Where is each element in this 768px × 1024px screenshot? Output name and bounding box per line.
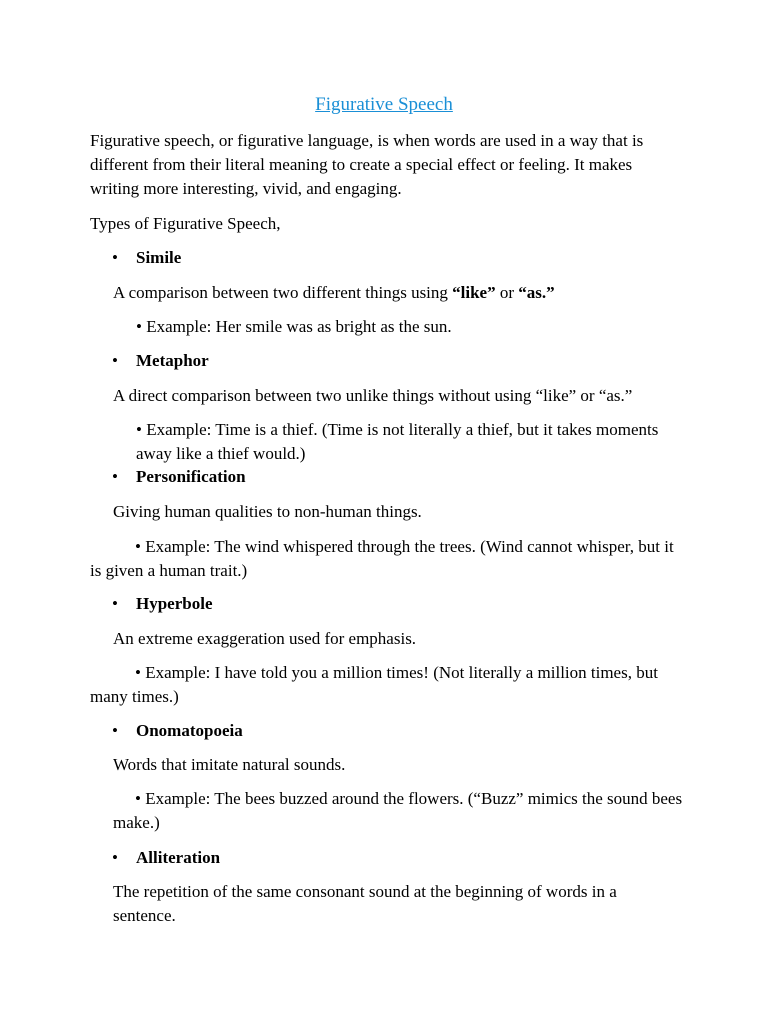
types-heading: Types of Figurative Speech, [90,214,281,233]
bullet-icon: • [112,594,118,613]
definition-text: or [495,283,519,302]
definition-keyword-as: “as.” [518,283,555,302]
definition-text: A comparison between two different things using [113,283,453,302]
example-text: Example: I have told you a million times! (Not literally a million times, but many times.) [90,663,658,706]
term-label: Hyperbole [136,594,213,613]
definition-hyperbole: An extreme exaggeration used for emphasis. [113,629,417,648]
term-simile [112,246,181,270]
definition-simile [113,281,683,305]
example-hyperbole [90,661,682,709]
bullet-icon: • [112,848,118,867]
example-text: Example: The wind whispered through the trees. (Wind cannot whisper, but it is given a human trait.) [90,537,674,580]
example-text: Example: The bees buzzed around the flowers. (“Buzz” mimics the sound bees make.) [113,789,683,832]
example-bullet-icon: • [135,789,141,808]
bullet-icon: • [112,248,118,267]
term-personification [112,465,246,489]
term-hyperbole [112,592,213,616]
example-bullet-icon: • [136,420,142,439]
term-label: Alliteration [136,848,221,867]
document-title[interactable]: Figurative Speech [315,94,453,115]
term-alliteration [112,846,220,870]
example-bullet-icon: • [135,663,141,682]
example-text: Example: Time is a thief. (Time is not literally a thief, but it takes moments away like a thief would.) [136,420,659,463]
bullet-icon: • [112,467,118,486]
term-label: Onomatopoeia [136,721,243,740]
example-text: Example: Her smile was as bright as the sun. [146,317,452,336]
example-bullet-icon: • [135,537,141,556]
bullet-icon: • [112,721,118,740]
definition-keyword-like: “like” [452,283,496,302]
term-metaphor [112,349,209,373]
bullet-icon: • [112,351,118,370]
term-label: Personification [136,467,246,486]
definition-onomatopoeia: Words that imitate natural sounds. [113,755,346,774]
example-personification [90,535,682,583]
intro-paragraph: Figurative speech, or figurative language, is when words are used in a way that is different from their literal meaning to create a special effect or feeling. It makes writing more interesting, vivid, and engaging. [90,131,644,198]
definition-personification: Giving human qualities to non-human things. [113,502,422,521]
term-label: Metaphor [136,351,209,370]
definition-metaphor: A direct comparison between two unlike things without using “like” or “as.” [113,386,633,405]
term-onomatopoeia [112,719,243,743]
example-onomatopoeia [113,787,683,835]
example-metaphor [136,418,681,466]
example-simile [136,315,681,339]
definition-alliteration: The repetition of the same consonant sound at the beginning of words in a sentence. [113,882,617,925]
example-bullet-icon: • [136,317,142,336]
term-label: Simile [136,248,182,267]
